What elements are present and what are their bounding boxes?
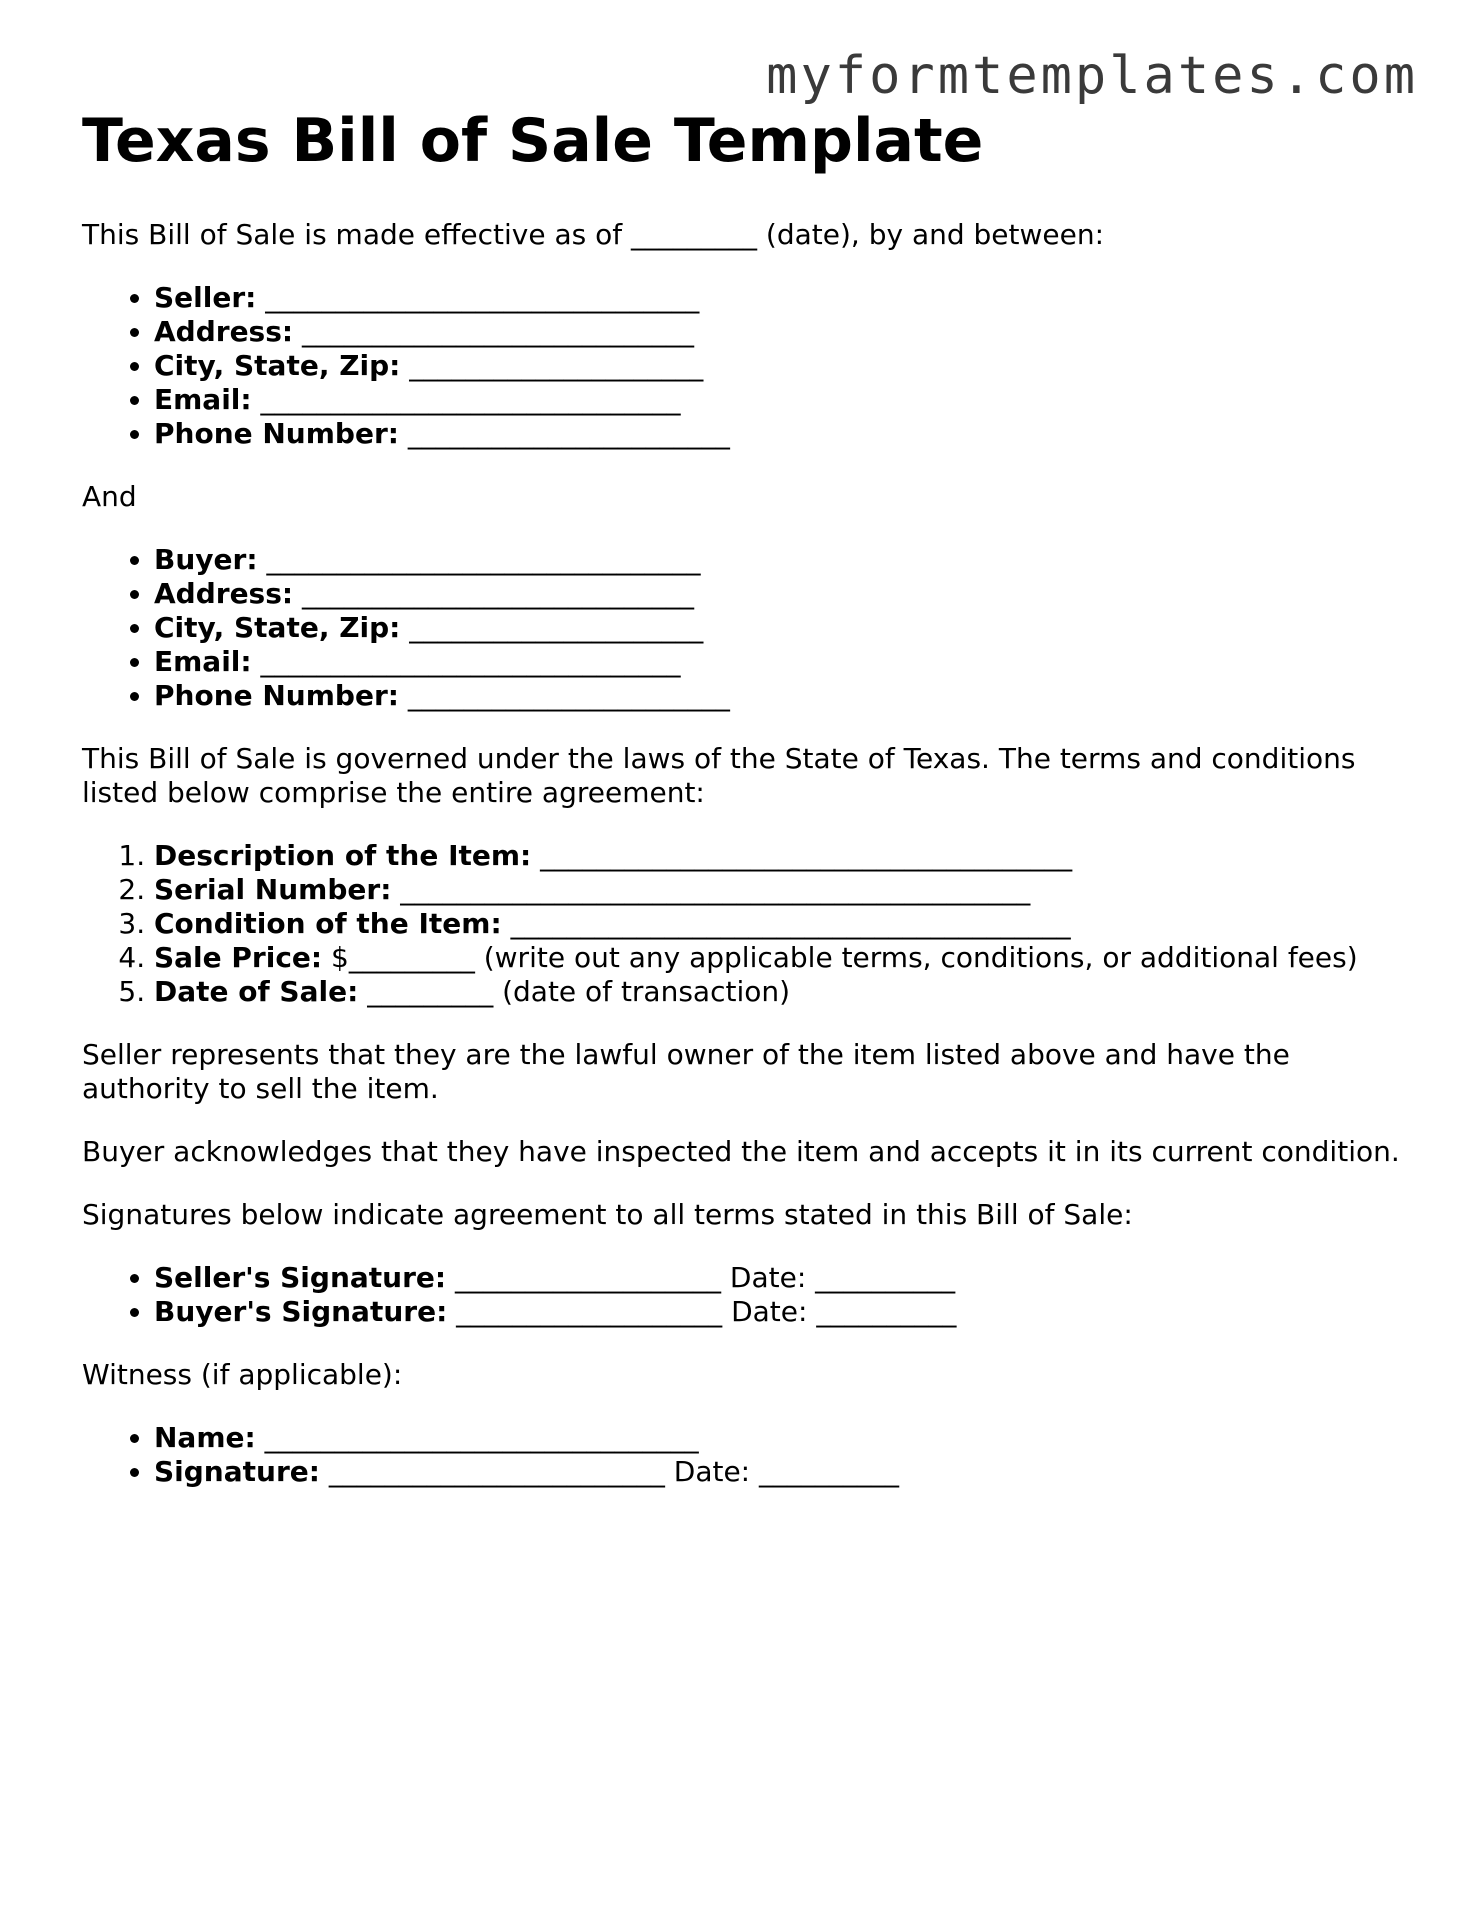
blank-line: ______________________________	[260, 645, 681, 678]
buyer-acknowledgement-paragraph: Buyer acknowledges that they have inspected the item and accepts it in its current condition.	[82, 1135, 1400, 1168]
bill-of-sale-document	[82, 108, 1412, 1518]
witness-intro-paragraph: Witness (if applicable):	[82, 1358, 403, 1391]
blank-line: ____________________________	[302, 577, 694, 610]
witness-line: _______________________________	[264, 1421, 699, 1454]
witness-list	[82, 1421, 1412, 1489]
signature-line: ___________________ Date: __________	[456, 1295, 957, 1328]
page-title: Texas Bill of Sale Template	[82, 106, 984, 176]
witness-signature-item	[154, 1455, 1412, 1489]
buyer-email-item	[154, 645, 1412, 679]
buyer-phone-item	[154, 679, 1412, 713]
term-value: ________________________________________	[510, 907, 1071, 940]
term-value: $_________ (write out any applicable terms, conditions, or additional fees)	[331, 941, 1358, 974]
field-label: City, State, Zip:	[154, 349, 401, 382]
blank-line: _______________________	[407, 679, 730, 712]
witness-label: Name:	[154, 1421, 256, 1454]
field-label: Phone Number:	[154, 417, 399, 450]
site-watermark: myformtemplates.com	[766, 46, 1418, 106]
blank-line: ____________________________	[302, 315, 694, 348]
seller-address-item	[154, 315, 1412, 349]
seller-representation-paragraph: Seller represents that they are the lawful owner of the item listed above and have the authority to sell the item.	[82, 1038, 1290, 1105]
field-label: City, State, Zip:	[154, 611, 401, 644]
term-label: Date of Sale:	[154, 975, 359, 1008]
buyer-address-item	[154, 577, 1412, 611]
field-label: Seller:	[154, 281, 257, 314]
blank-line: ______________________________	[260, 383, 681, 416]
governing-law-paragraph: This Bill of Sale is governed under the laws of the State of Texas. The terms and conditions listed below comprise the entire agreement:	[82, 742, 1356, 809]
intro-paragraph: This Bill of Sale is made effective as of _________ (date), by and between:	[82, 218, 1105, 251]
term-serial-number	[154, 873, 1412, 907]
blank-line: _______________________	[407, 417, 730, 450]
signature-line: ___________________ Date: __________	[455, 1261, 956, 1294]
seller-phone-item	[154, 417, 1412, 451]
and-separator: And	[82, 480, 137, 513]
term-label: Condition of the Item:	[154, 907, 502, 940]
field-label: Phone Number:	[154, 679, 399, 712]
term-label: Sale Price:	[154, 941, 323, 974]
buyer-details-list	[82, 543, 1412, 713]
buyer-city-state-zip-item	[154, 611, 1412, 645]
field-label: Email:	[154, 383, 252, 416]
terms-list	[82, 839, 1412, 1009]
seller-city-state-zip-item	[154, 349, 1412, 383]
blank-line: _______________________________	[265, 281, 700, 314]
field-label: Address:	[154, 315, 294, 348]
term-description	[154, 839, 1412, 873]
buyer-signature-item	[154, 1295, 1412, 1329]
buyer-name-item	[154, 543, 1412, 577]
signature-label: Seller's Signature:	[154, 1261, 447, 1294]
field-label: Email:	[154, 645, 252, 678]
term-value: _________ (date of transaction)	[367, 975, 791, 1008]
blank-line: _______________________________	[266, 543, 701, 576]
seller-email-item	[154, 383, 1412, 417]
term-label: Description of the Item:	[154, 839, 532, 872]
term-value: _____________________________________________	[400, 873, 1031, 906]
field-label: Address:	[154, 577, 294, 610]
blank-line: _____________________	[409, 611, 704, 644]
witness-line: ________________________ Date: __________	[328, 1455, 900, 1488]
term-label: Serial Number:	[154, 873, 392, 906]
signature-label: Buyer's Signature:	[154, 1295, 448, 1328]
term-value: ______________________________________	[540, 839, 1073, 872]
seller-signature-item	[154, 1261, 1412, 1295]
blank-line: _____________________	[409, 349, 704, 382]
field-label: Buyer:	[154, 543, 258, 576]
seller-name-item	[154, 281, 1412, 315]
term-condition	[154, 907, 1412, 941]
term-date-of-sale	[154, 975, 1412, 1009]
term-sale-price	[154, 941, 1412, 975]
seller-details-list	[82, 281, 1412, 451]
signatures-intro-paragraph: Signatures below indicate agreement to all terms stated in this Bill of Sale:	[82, 1198, 1133, 1231]
signatures-list	[82, 1261, 1412, 1329]
witness-label: Signature:	[154, 1455, 320, 1488]
witness-name-item	[154, 1421, 1412, 1455]
